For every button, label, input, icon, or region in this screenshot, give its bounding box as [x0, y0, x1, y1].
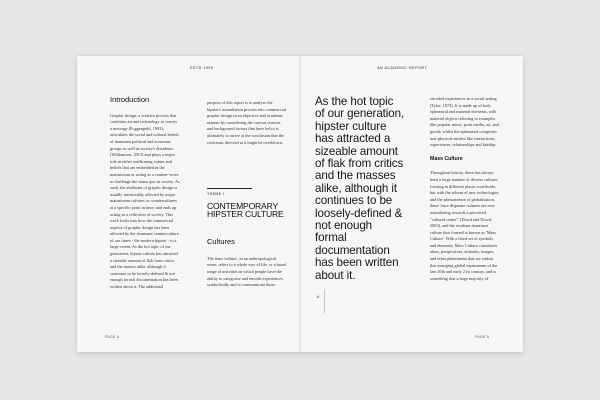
mass-culture-body: Throughout history, there has always been a large number of diverse cultures existing in different places worldwide, but with the advent of new technologies and the phenomenon of globalisation, these 'once disparate cultures are now assimilating towards a perceived "cultural centre"' (Dowd and Dowd, 2003), and the resultant dominant culture thus formed is known as 'Mass Culture'. With a fixed set of symbols and elements, Mass Culture constitutes ideas, perspectives, attitudes, images, and other phenomena that are within this emerging global mainstream of the late 20th and early 21st century, and is something that a large majority of	[430, 170, 499, 281]
left-column-introduction	[110, 97, 180, 297]
figure-label: A	[317, 295, 320, 299]
right-folio: PAGE 5	[475, 335, 490, 339]
left-running-head: ESTD 1999	[190, 66, 214, 70]
introduction-body: Graphic design, a creative process that combines art and technology to convey a message (Poggenpohl, 1993), articulates the social and cultural beliefs of dominant political and economic groups as well as society's dissidents (Williamson, 2013) and plays a major role in either reaffirming values and beliefs that are embedded in the mainstream or acting as a counter-voice to challenge the status quo in society. As such, the attributes of graphic design is usually inextricably affected by major mainstream cultures or countercultures at a specific point in time, and ends up acting as a reflection of society. This work looks into how the commercial aspects of graphic design has been affected by the dominant counterculture of our times - the modern hipster - to a large extent. As the hot topic of our generation, hipster culture has attracted a sizeable amount of flak from critics and the masses alike, although it continues to be loosely-defined & not enough formal documentation has been written about it. The additional	[110, 112, 180, 290]
theme-rule	[207, 188, 252, 189]
pull-quote: As the hot topic of our generation, hipster culture has attracted a sizeable amount of flak from critics and the masses alike, although it continues to be loosely-defined & not enough formal documentation has been written about it.	[315, 95, 405, 282]
right-column	[430, 96, 500, 288]
theme-title: CONTEMPORARY HIPSTER CULTURE	[207, 200, 284, 220]
mass-culture-heading: Mass Culture	[430, 155, 463, 162]
book-spread	[77, 56, 523, 352]
right-running-head: AN ACADEMIC REPORT	[377, 66, 428, 70]
right-column-body: encoded experiences in a social setting (Tylor, 1874). It is made up of both ephemeral and material elements, with material objects referring to examples like popular music, print media, art, and goods; whilst the ephemeral comprises non-physical entities like interactions, experiences, relationships and kinship.	[430, 96, 499, 148]
introduction-heading: Introduction	[110, 95, 150, 104]
figure-divider	[324, 289, 325, 313]
book-spine	[299, 56, 301, 352]
continued-body: purpose of this report is to analyse the hipsters' assimilation process into commercial graphic design in an objective and academic manner by considering the various reasons and background factors that have led to it, ultimately to arrive at the conclusion that the criticisms directed at it might be overblown.	[207, 100, 287, 145]
theme-block	[207, 188, 287, 219]
left-folio: PAGE 4	[105, 335, 120, 339]
cultures-heading: Cultures	[207, 237, 235, 247]
theme-label: THEME I	[207, 192, 225, 197]
cultures-body: The term 'culture', in an anthropological sense, refers to a whole way of life, or a broad range of activities in which people have the ability to categorise and encode experiences symbolically and to communicate those	[207, 255, 287, 288]
left-column-continued	[207, 100, 287, 295]
